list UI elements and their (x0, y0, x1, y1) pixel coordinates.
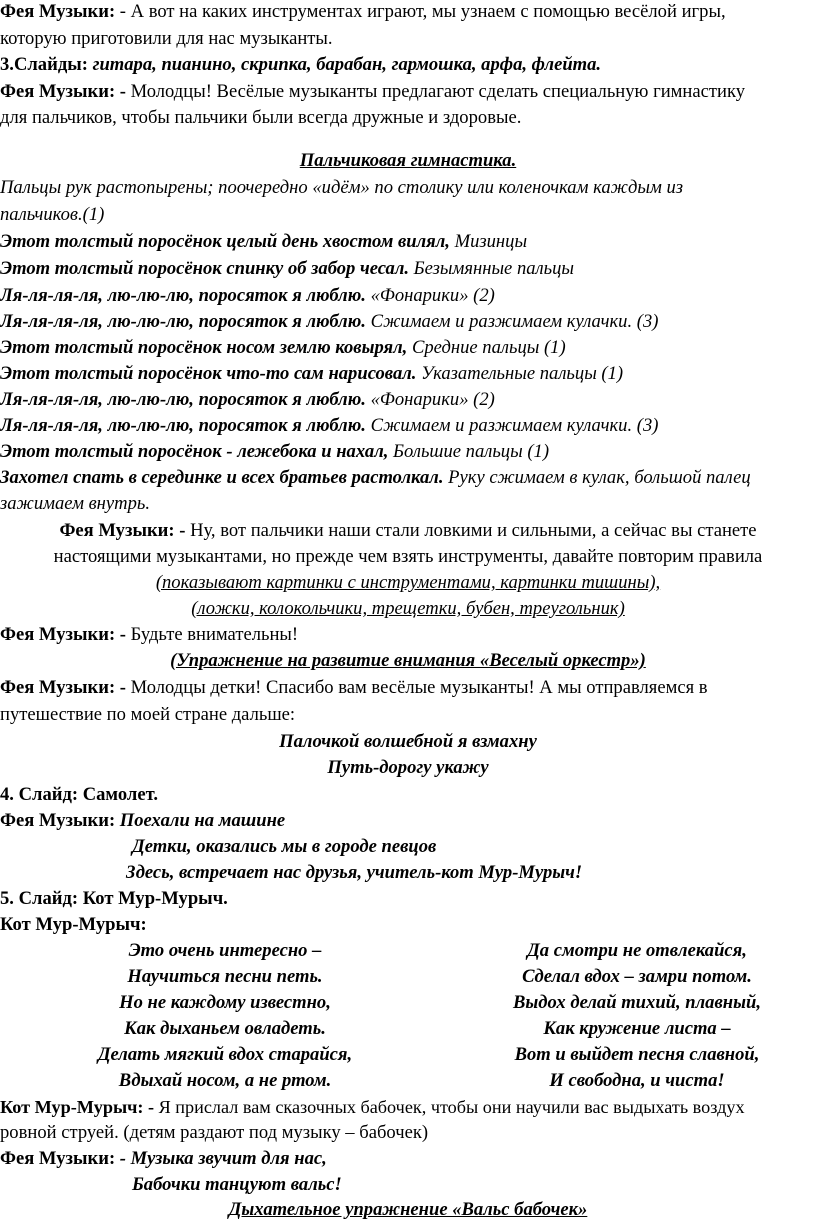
verse-line (0, 258, 816, 280)
verse-text: Этот толстый поросёнок целый день хвостом вилял, (0, 231, 450, 252)
verse-note: «Фонарики» (2) (365, 285, 495, 306)
verse-note: Большие пальцы (1) (388, 441, 550, 462)
verse-text: Ля-ля-ля-ля, лю-лю-лю, поросяток я люблю. (0, 389, 366, 410)
slides-line (0, 54, 816, 76)
paragraph-travel-line1 (0, 677, 816, 699)
verse-note: Указательные пальцы (1) (416, 363, 624, 384)
speaker-label: Фея Музыки: (0, 810, 116, 831)
verse-line: Путь-дорогу укажу (327, 757, 489, 778)
speaker-label: Фея Музыки: (0, 1, 116, 22)
verse-line: Детки, оказались мы в городе певцов (132, 836, 437, 857)
paragraph-text: Молодцы детки! Спасибо вам весёлые музыканты! А мы отправляемся в (125, 677, 708, 698)
verse-line (0, 285, 816, 307)
verse-line: Бабочки танцуют вальс! (132, 1174, 342, 1195)
verse-note: Безымянные пальцы (409, 258, 575, 279)
verse-note: «Фонарики» (2) (365, 389, 495, 410)
poem-left-line: Как дыханьем овладеть. (124, 1018, 326, 1039)
exercise-title: Дыхательное упражнение «Вальс бабочек» (228, 1199, 588, 1220)
paragraph-rules-line2: настоящими музыкантами, но прежде чем взять инструменты, давайте повторим правила (53, 546, 763, 567)
instruments-note: (ложки, колокольчики, трещетки, бубен, треугольник) (191, 598, 625, 619)
paragraph-attention (0, 624, 816, 646)
verse-text: Этот толстый поросёнок носом землю ковырял, (0, 337, 408, 358)
poem-right-line: Сделал вдох – замри потом. (522, 966, 752, 987)
paragraph-text: Я прислал вам сказочных бабочек, чтобы они научили вас выдыхать воздух (154, 1097, 745, 1117)
verse-text: Этот толстый поросёнок что-то сам нарисовал. (0, 363, 417, 384)
paragraph-butterflies-line1 (0, 1096, 816, 1118)
paragraph-text: Молодцы! Весёлые музыканты предлагают сделать специальную гимнастику (125, 81, 746, 102)
paragraph-gym-line2: для пальчиков, чтобы пальчики были всегда дружные и здоровые. (0, 107, 522, 128)
verse-text: - Музыка звучит для нас, (115, 1148, 327, 1169)
verse-text: Этот толстый поросёнок - лежебока и нахал, (0, 441, 389, 462)
exercise-title: (Упражнение на развитие внимания «Веселый оркестр») (170, 650, 646, 671)
verse-text: Ля-ля-ля-ля, лю-лю-лю, поросяток я люблю. (0, 311, 366, 332)
paragraph-car (0, 810, 816, 832)
verse-note: Средние пальцы (1) (407, 337, 566, 358)
slide-heading: 4. Слайд: Самолет. (0, 784, 158, 805)
poem-right-line: И свободна, и чиста! (549, 1070, 725, 1091)
verse-note: Сжимаем и разжимаем кулачки. (3) (365, 415, 659, 436)
paragraph-butterflies-line2: ровной струей. (детям раздают под музыку – бабочек) (0, 1122, 429, 1143)
paragraph-music (0, 1148, 816, 1170)
speaker-label: Фея Музыки: - (0, 81, 126, 102)
verse-note: Руку сжимаем в кулак, большой палец (443, 467, 751, 488)
verse-line (0, 467, 816, 489)
poem-right-line: Как кружение листа – (543, 1018, 731, 1039)
verse-line (0, 311, 816, 333)
paragraph-intro-line1 (0, 1, 816, 23)
verse-line (0, 415, 816, 437)
poem-right-line: Да смотри не отвлекайся, (527, 940, 747, 961)
section-title: Пальчиковая гимнастика. (299, 150, 517, 171)
paragraph-text: Будьте внимательны! (125, 624, 299, 645)
rules-note: (показывают картинки с инструментами, картинки тишины), (155, 572, 661, 593)
gym-intro-line1: Пальцы рук растопырены; поочередно «идём» по столику или коленочкам каждым из (0, 177, 684, 198)
verse-tail: зажимаем внутрь. (0, 493, 150, 514)
verse-note: Мизинцы (449, 231, 528, 252)
speaker-label: Фея Музыки: - (59, 520, 186, 541)
paragraph-text: Ну, вот пальчики наши стали ловкими и сильными, а сейчас вы станете (185, 520, 757, 541)
verse-text: Этот толстый поросёнок спинку об забор чесал. (0, 258, 410, 279)
poem-right-line: Выдох делай тихий, плавный, (512, 992, 762, 1013)
paragraph-rules-line1 (0, 520, 816, 542)
verse-line (0, 441, 816, 463)
speaker-label: Фея Музыки: - (0, 677, 126, 698)
speaker-label: Кот Мур-Мурыч: (0, 914, 147, 935)
poem-left-line: Делать мягкий вдох старайся, (97, 1044, 353, 1065)
slides-list: гитара, пианино, скрипка, барабан, гармошка, арфа, флейта. (87, 54, 602, 75)
paragraph-gym-line1 (0, 81, 816, 103)
verse-text: Захотел спать в серединке и всех братьев растолкал. (0, 467, 444, 488)
verse-line (0, 231, 816, 253)
poem-left-line: Но не каждому известно, (119, 992, 331, 1013)
paragraph-text: - А вот на каких инструментах играют, мы узнаем с помощью весёлой игры, (115, 1, 726, 22)
speaker-label: Фея Музыки: - (0, 624, 126, 645)
verse-text: Ля-ля-ля-ля, лю-лю-лю, поросяток я люблю. (0, 285, 366, 306)
gym-intro-line2: пальчиков.(1) (0, 204, 105, 225)
paragraph-intro-line2: которую приготовили для нас музыканты. (0, 28, 333, 49)
paragraph-travel-line2: путешествие по моей стране дальше: (0, 704, 296, 725)
speaker-label: Кот Мур-Мурыч: - (0, 1097, 155, 1117)
slide-label: 3.Слайды: (0, 54, 88, 75)
verse-line (0, 363, 816, 385)
verse-line: Здесь, встречает нас друзья, учитель-кот Мур-Мурыч! (126, 862, 583, 883)
verse-line: Палочкой волшебной я взмахну (279, 731, 537, 752)
slide-heading: 5. Слайд: Кот Мур-Мурыч. (0, 888, 228, 909)
poem-left-line: Научиться песни петь. (127, 966, 323, 987)
verse-text: Поехали на машине (115, 810, 286, 831)
poem-left-line: Вдыхай носом, а не ртом. (118, 1070, 332, 1091)
verse-line (0, 337, 816, 359)
speaker-label: Фея Музыки: (0, 1148, 116, 1169)
poem-left-line: Это очень интересно – (128, 940, 322, 961)
verse-note: Сжимаем и разжимаем кулачки. (3) (365, 311, 659, 332)
verse-text: Ля-ля-ля-ля, лю-лю-лю, поросяток я люблю. (0, 415, 366, 436)
verse-line (0, 389, 816, 411)
poem-right-line: Вот и выйдет песня славной, (514, 1044, 760, 1065)
